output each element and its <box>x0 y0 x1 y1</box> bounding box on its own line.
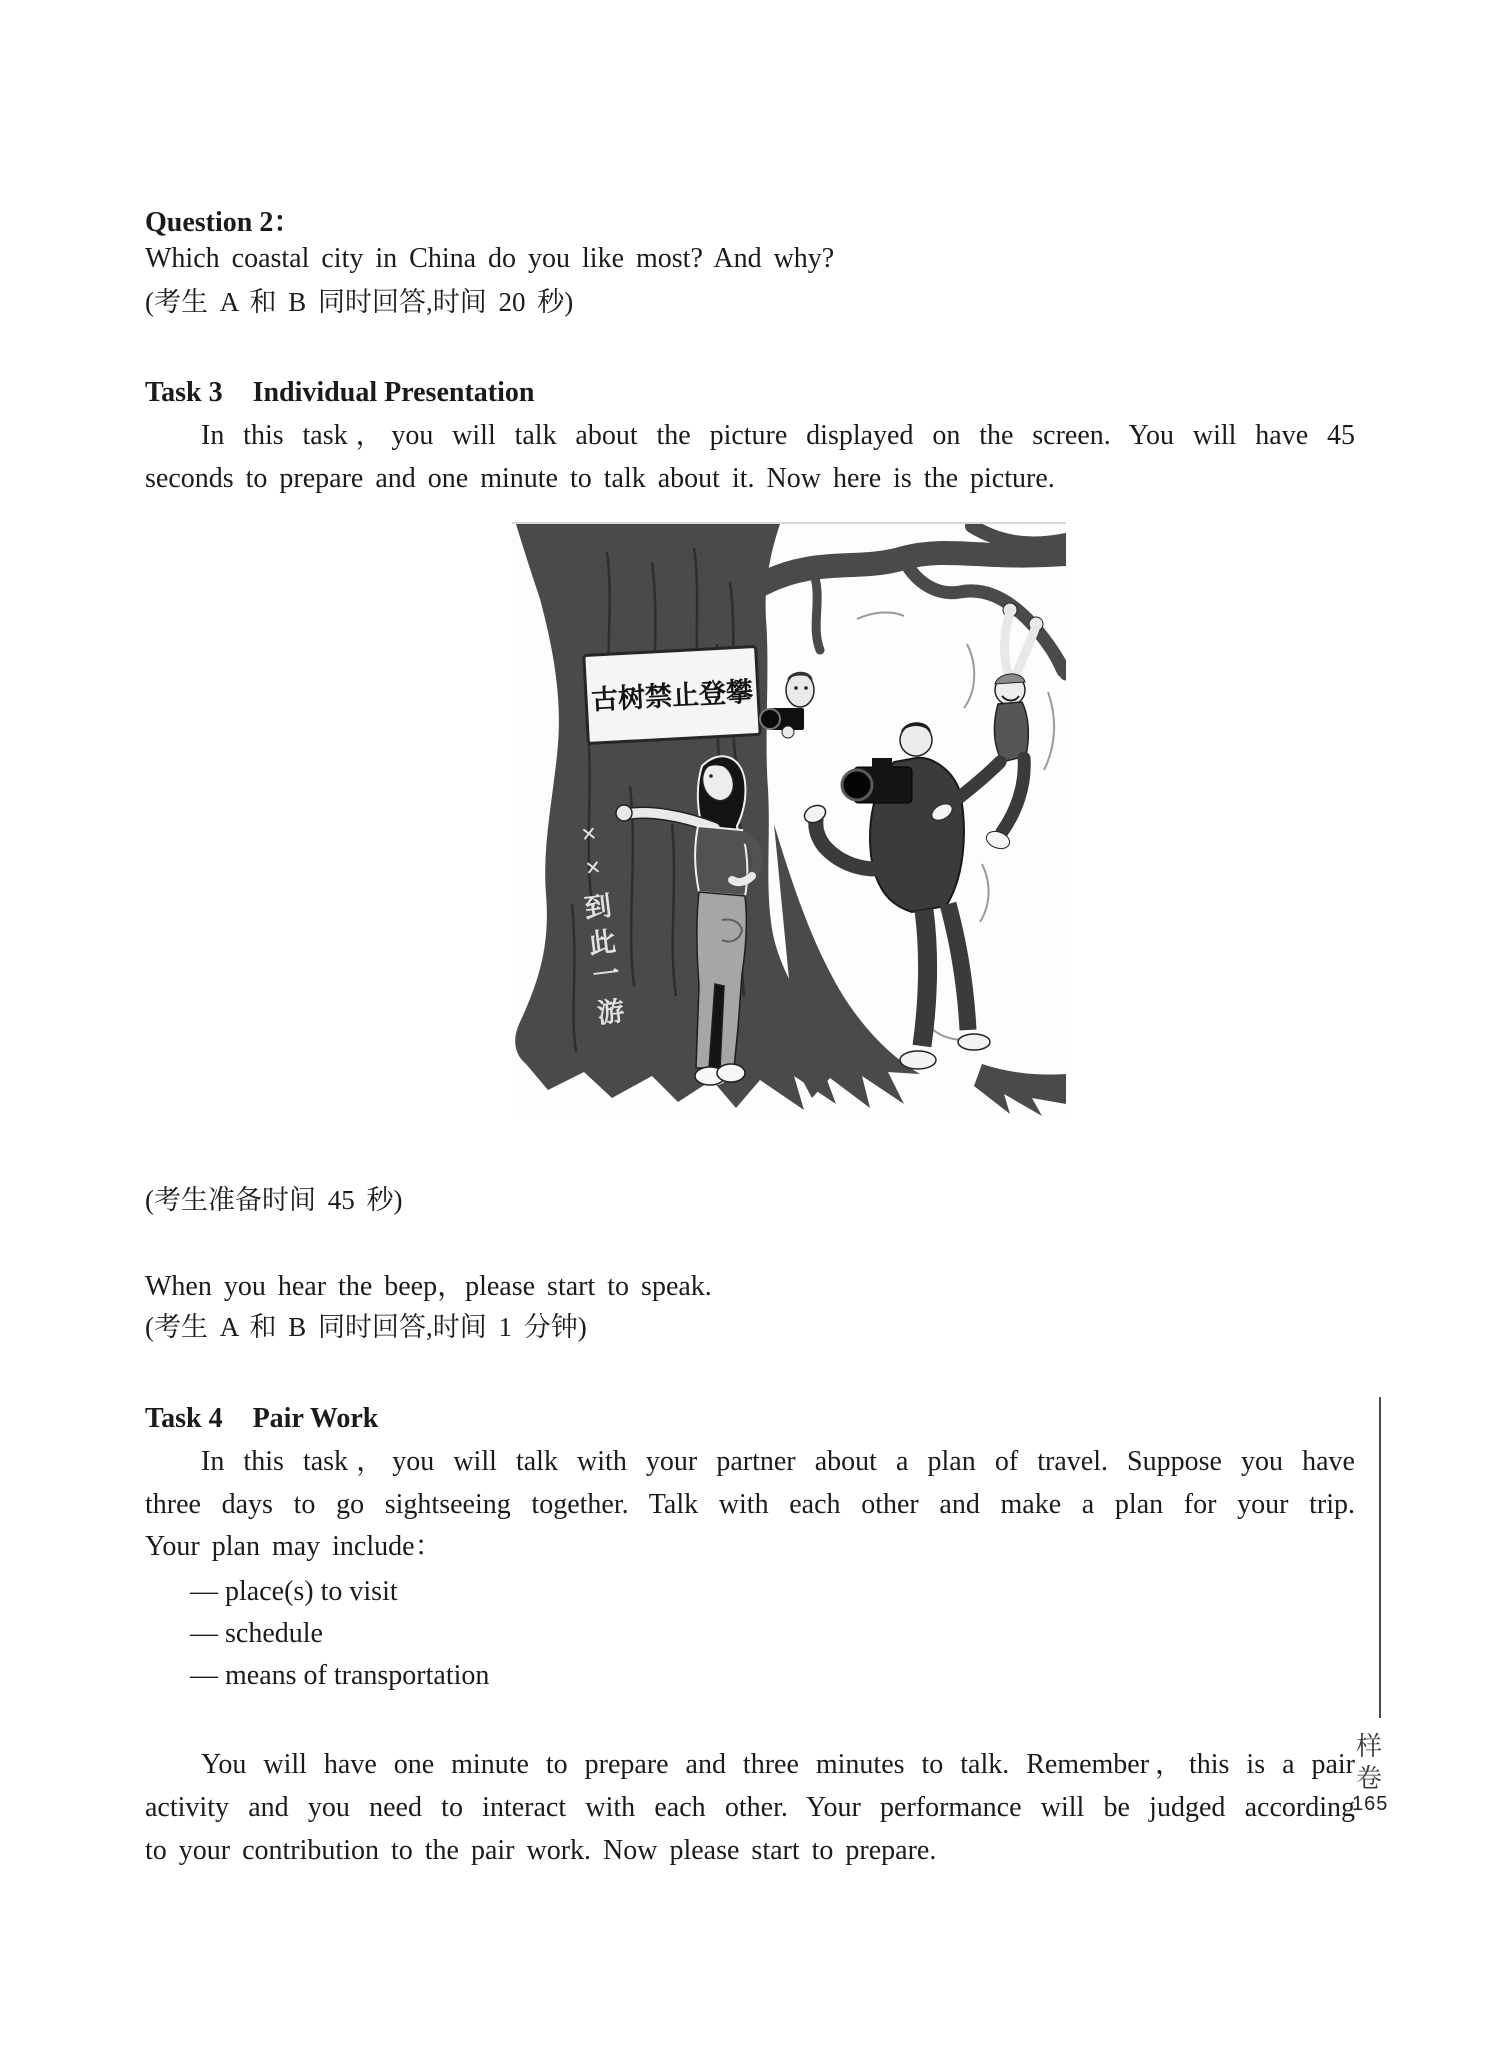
sidebar-label-char-1: 样 <box>1355 1731 1382 1761</box>
beep-line: When you hear the beep，please start to speak. <box>145 1271 712 1302</box>
task3-line-1: In this task，you will talk about the picture displayed on the screen. You will have 45 <box>201 420 1355 451</box>
closing-line-1: You will have one minute to prepare and three minutes to talk. Remember，this is a pair <box>201 1749 1355 1780</box>
question2-heading-text: Question 2： <box>145 207 302 238</box>
bullet-places: — place(s) to visit <box>190 1576 398 1607</box>
bullet-transportation: — means of transportation <box>190 1660 490 1691</box>
sidebar-label <box>1354 1730 1384 1794</box>
svg-text:×: × <box>583 851 603 884</box>
svg-text:此: 此 <box>587 926 618 960</box>
task4-line-1: In this task，you will talk with your partner about a plan of travel. Suppose you have <box>201 1446 1355 1477</box>
sign-text: 古树禁止登攀 <box>590 676 754 716</box>
sidebar-rule <box>1379 1397 1381 1718</box>
page-number: 165 <box>1352 1793 1389 1815</box>
task4-line-2: three days to go sightseeing together. Talk with each other and make a plan for your trip. <box>145 1489 1355 1520</box>
question2-heading <box>145 200 301 240</box>
task4-label: Task 4 <box>145 1403 223 1434</box>
svg-text:一: 一 <box>590 958 622 992</box>
closing-line-2: activity and you need to interact with each other. Your performance will be judged according <box>145 1792 1355 1823</box>
cartoon-illustration <box>512 524 1066 1118</box>
task3-line-2: seconds to prepare and one minute to talk about it. Now here is the picture. <box>145 463 1055 494</box>
closing-line-3: to your contribution to the pair work. Now please start to prepare. <box>145 1835 937 1866</box>
task3-picture <box>512 522 1066 1118</box>
svg-text:×: × <box>579 817 599 850</box>
sidebar-label-char-2: 卷 <box>1355 1763 1382 1793</box>
task4-title: Pair Work <box>252 1403 379 1434</box>
bullet-schedule: — schedule <box>190 1618 323 1649</box>
question2-note: (考生 A 和 B 同时回答,时间 20 秒) <box>145 287 574 317</box>
svg-text:游: 游 <box>595 995 627 1029</box>
svg-text:到: 到 <box>582 890 614 924</box>
prep-note: (考生准备时间 45 秒) <box>145 1185 403 1215</box>
task3-title: Individual Presentation <box>252 377 535 408</box>
no-climbing-sign <box>584 647 760 744</box>
beep-note: (考生 A 和 B 同时回答,时间 1 分钟) <box>145 1312 587 1342</box>
question2-text: Which coastal city in China do you like most? And why? <box>145 243 835 274</box>
task4-heading <box>145 1403 378 1435</box>
task3-label: Task 3 <box>145 377 223 408</box>
task3-heading <box>145 377 534 409</box>
task4-line-3: Your plan may include： <box>145 1531 443 1562</box>
